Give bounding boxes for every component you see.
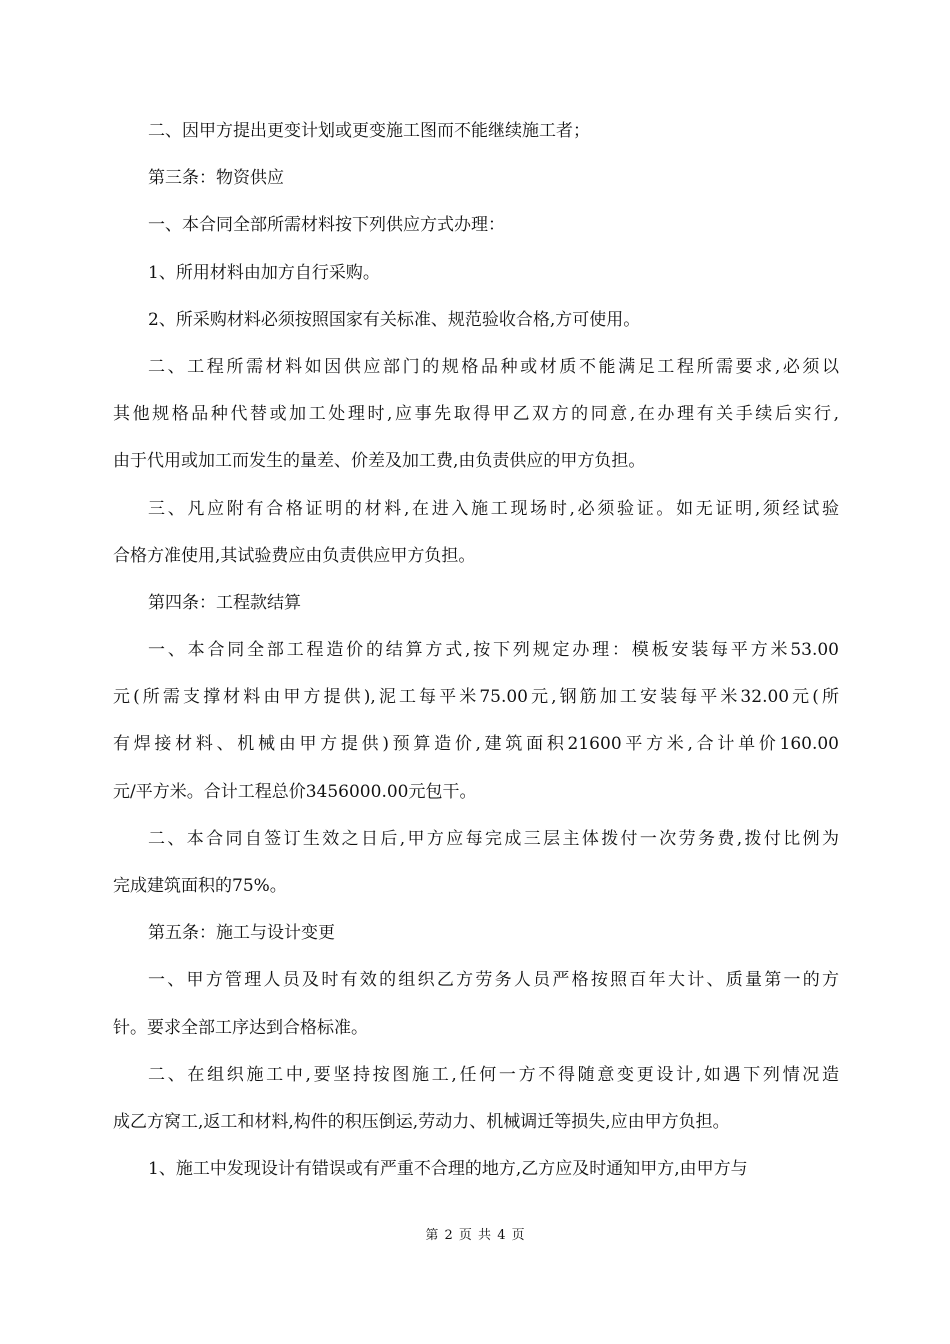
paragraph-line: 其他规格品种代替或加工处理时,应事先取得甲乙双方的同意,在办理有关手续后实行, <box>113 404 839 425</box>
paragraph-line: 元/平方米。合计工程总价3456000.00元包干。 <box>113 781 477 802</box>
paragraph-first-line: 第四条：工程款结算 <box>148 592 301 613</box>
paragraph-first-line: 二、工程所需材料如因供应部门的规格品种或材质不能满足工程所需要求,必须以 <box>148 356 839 377</box>
page-footer: 第 2 页 共 4 页 <box>425 1228 525 1243</box>
paragraph-line: 由于代用或加工而发生的量差、价差及加工费,由负责供应的甲方负担。 <box>113 451 646 472</box>
paragraph-line: 元(所需支撑材料由甲方提供),泥工每平米75.00元,钢筋加工安装每平米32.00元(所 <box>113 687 839 708</box>
paragraph-first-line: 1、所用材料由加方自行采购。 <box>148 262 380 283</box>
paragraph-line: 成乙方窝工,返工和材料,构件的积压倒运,劳动力、机械调迁等损失,应由甲方负担。 <box>113 1111 730 1132</box>
paragraph-first-line: 第三条：物资供应 <box>148 168 284 189</box>
paragraph-first-line: 二、因甲方提出更变计划或更变施工图而不能继续施工者； <box>148 121 590 141</box>
paragraph-first-line: 二、本合同自签订生效之日后,甲方应每完成三层主体拨付一次劳务费,拨付比例为 <box>148 828 839 849</box>
paragraph-first-line: 一、本合同全部所需材料按下列供应方式办理： <box>148 215 505 236</box>
paragraph-first-line: 2、所采购材料必须按照国家有关标准、规范验收合格,方可使用。 <box>148 309 641 330</box>
paragraph-first-line: 一、甲方管理人员及时有效的组织乙方劳务人员严格按照百年大计、质量第一的方 <box>148 970 839 991</box>
document-body <box>113 108 839 1193</box>
paragraph-first-line: 三、凡应附有合格证明的材料,在进入施工现场时,必须验证。如无证明,须经试验 <box>148 498 839 519</box>
paragraph-first-line: 第五条：施工与设计变更 <box>148 923 335 944</box>
paragraph-line: 针。要求全部工序达到合格标准。 <box>113 1017 368 1038</box>
paragraph-line: 有焊接材料、机械由甲方提供)预算造价,建筑面积21600平方米,合计单价160.00 <box>113 734 839 755</box>
paragraph-line: 完成建筑面积的75%。 <box>113 876 287 896</box>
paragraph-first-line: 二、在组织施工中,要坚持按图施工,任何一方不得随意变更设计,如遇下列情况造 <box>148 1064 839 1085</box>
paragraph-first-line: 一、本合同全部工程造价的结算方式,按下列规定办理：模板安装每平方米53.00 <box>148 640 839 661</box>
paragraph-first-line: 1、施工中发现设计有错误或有严重不合理的地方,乙方应及时通知甲方,由甲方与 <box>148 1159 748 1180</box>
paragraph-line: 合格方准使用,其试验费应由负责供应甲方负担。 <box>113 545 476 566</box>
